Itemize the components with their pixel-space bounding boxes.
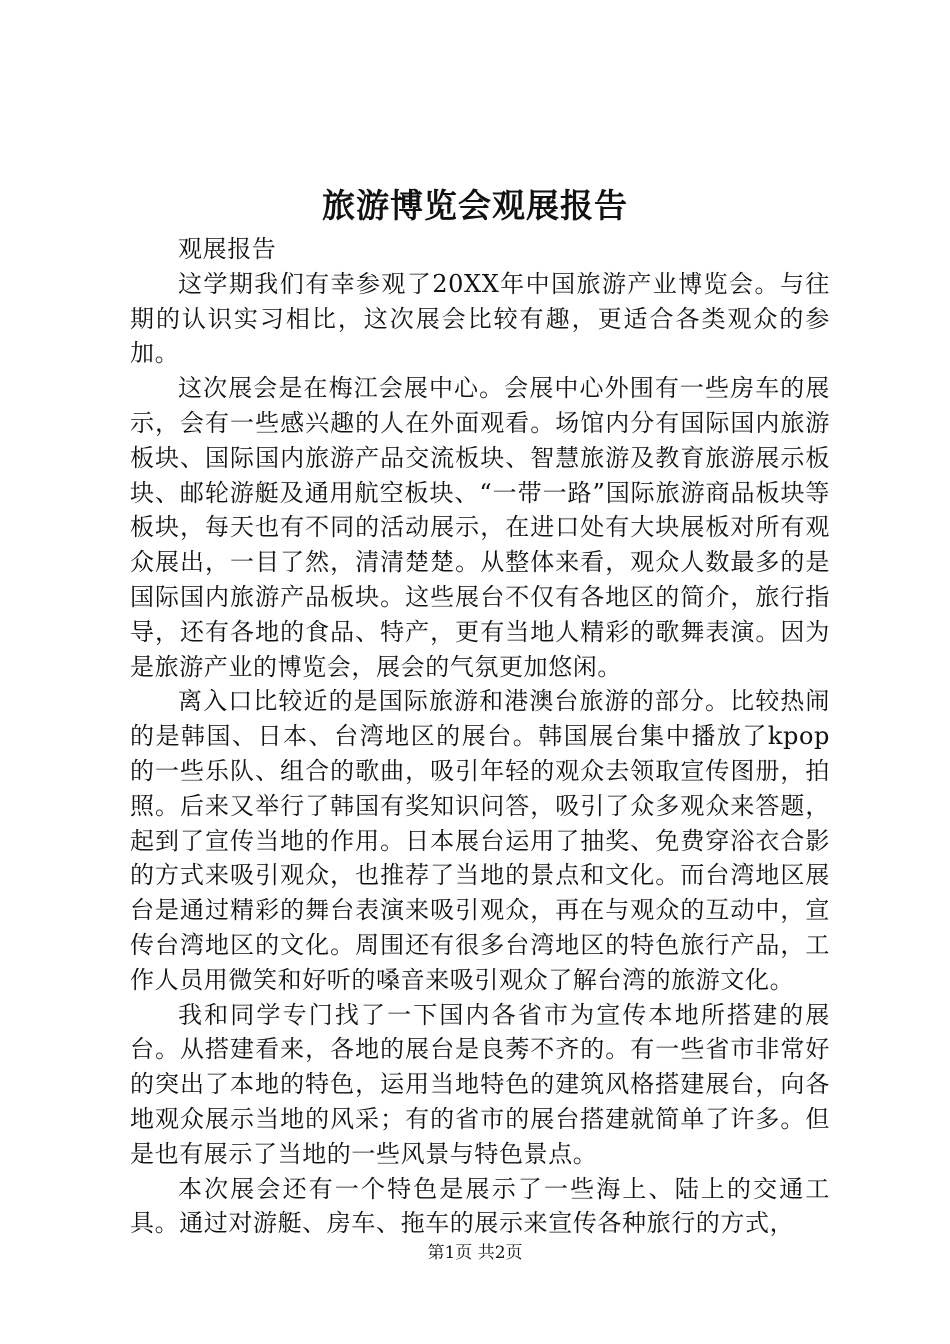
paragraph-transport: 本次展会还有一个特色是展示了一些海上、陆上的交通工具。通过对游艇、房车、拖车的展示来宣传各种旅行的方式， (130, 1174, 830, 1238)
paragraph-venue: 这次展会是在梅江会展中心。会展中心外围有一些房车的展示，会有一些感兴趣的人在外面观看。场馆内分有国际国内旅游板块、国际国内旅游产品交流板块、智慧旅游及教育旅游展示板块、邮轮游艇及通用航空板块、“一带一路”国际旅游商品板块等板块，每天也有不同的活动展示，在进口处有大块展板对所有观众展出，一目了然，清清楚楚。从整体来看，观众人数最多的是国际国内旅游产品板块。这些展台不仅有各地区的简介，旅行指导，还有各地的食品、特产，更有当地人精彩的歌舞表演。因为是旅游产业的博览会，展会的气氛更加悠闲。 (130, 374, 830, 681)
document-title: 旅游博览会观展报告 (322, 186, 628, 225)
paragraph-international-booths: 离入口比较近的是国际旅游和港澳台旅游的部分。比较热闹的是韩国、日本、台湾地区的展台。韩国展台集中播放了kpop的一些乐队、组合的歌曲，吸引年轻的观众去领取宣传图册，拍照。后来又举行了韩国有奖知识问答，吸引了众多观众来答题，起到了宣传当地的作用。日本展台运用了抽奖、免费穿浴衣合影的方式来吸引观众，也推荐了当地的景点和文化。而台湾地区展台是通过精彩的舞台表演来吸引观众，再在与观众的互动中，宣传台湾地区的文化。周围还有很多台湾地区的特色旅行产品，工作人员用微笑和好听的嗓音来吸引观众了解台湾的旅游文化。 (130, 687, 830, 994)
page-number-footer: 第1页 共2页 (427, 1243, 523, 1263)
paragraph-heading: 观展报告 (178, 235, 277, 263)
paragraph-domestic-booths: 我和同学专门找了一下国内各省市为宣传本地所搭建的展台。从搭建看来，各地的展台是良莠不齐的。有一些省市非常好的突出了本地的特色，运用当地特色的建筑风格搭建展台，向各地观众展示当地的风采；有的省市的展台搭建就简单了许多。但是也有展示了当地的一些风景与特色景点。 (130, 1000, 830, 1168)
document-body (130, 232, 830, 1241)
paragraph-intro: 这学期我们有幸参观了20XX年中国旅游产业博览会。与往期的认识实习相比，这次展会比较有趣，更适合各类观众的参加。 (130, 269, 830, 368)
